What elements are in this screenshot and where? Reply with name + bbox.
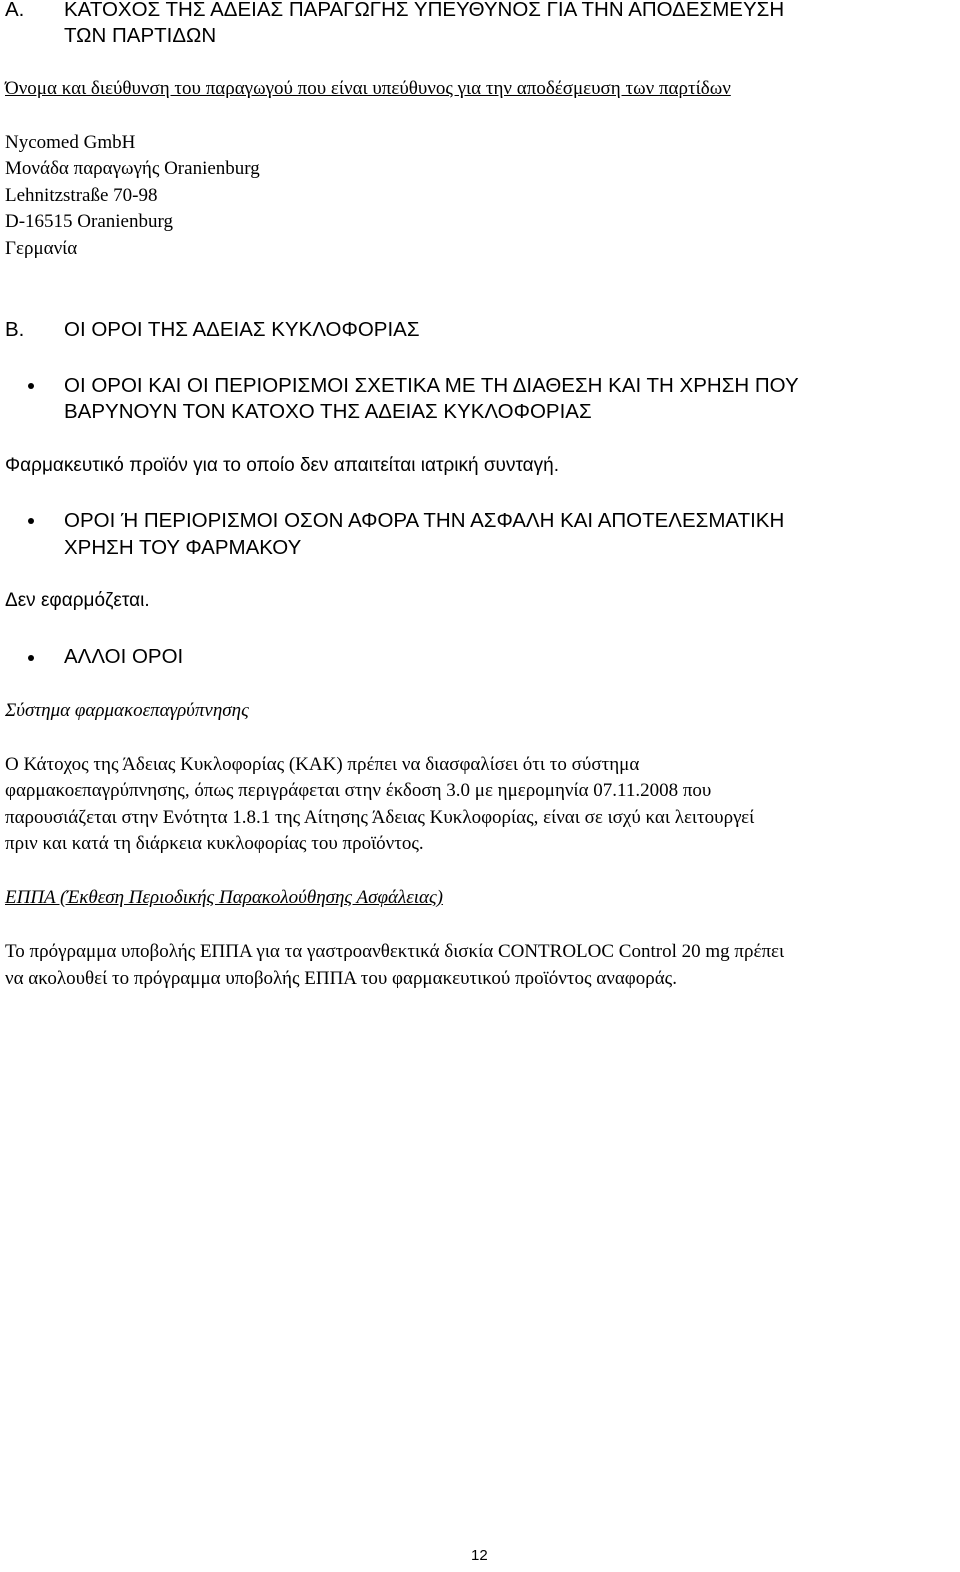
bullet2-title-line1: ΟΡΟΙ Ή ΠΕΡΙΟΡΙΣΜΟΙ ΟΣΟΝ ΑΦΟΡΑ ΤΗΝ ΑΣΦΑΛΗ ΚΑΙ ΑΠΟΤΕΛΕΣΜΑΤΙΚΗ (64, 509, 785, 532)
bullet1-title-line1: ΟΙ ΟΡΟΙ ΚΑΙ ΟΙ ΠΕΡΙΟΡΙΣΜΟΙ ΣΧΕΤΙΚΑ ΜΕ ΤΗ ΔΙΑΘΕΣΗ ΚΑΙ ΤΗ ΧΡΗΣΗ ΠΟΥ (64, 374, 799, 397)
section-a-letter: Α. (5, 0, 25, 21)
bullet3-title: ΑΛΛΟΙ ΟΡΟΙ (64, 645, 184, 668)
address-line: D-16515 Oranienburg (5, 211, 173, 232)
address-line: Μονάδα παραγωγής Oranienburg (5, 158, 260, 179)
bullet2-title-line2: ΧΡΗΣΗ ΤΟΥ ΦΑΡΜΑΚΟΥ (64, 536, 302, 559)
pharmacovigilance-heading: Σύστημα φαρμακοεπαγρύπνησης (5, 700, 249, 721)
address-line: Lehnitzstraße 70-98 (5, 185, 158, 206)
page-number: 12 (471, 1547, 488, 1564)
paragraph-line: Το πρόγραμμα υποβολής ΕΠΠΑ για τα γαστροανθεκτικά δισκία CONTROLOC Control 20 mg πρέπει (5, 941, 785, 962)
bullet-point-icon (28, 383, 34, 389)
address-line: Γερμανία (5, 238, 78, 259)
paragraph-line: να ακολουθεί το πρόγραμμα υποβολής ΕΠΠΑ του φαρμακευτικού προϊόντος αναφοράς. (5, 968, 677, 989)
bullet1-title-line2: ΒΑΡΥΝΟΥΝ ΤΟΝ ΚΑΤΟΧΟ ΤΗΣ ΑΔΕΙΑΣ ΚΥΚΛΟΦΟΡΙΑΣ (64, 400, 592, 423)
bullet2-text: Δεν εφαρμόζεται. (5, 590, 150, 611)
psur-heading: ΕΠΠΑ (Έκθεση Περιοδικής Παρακολούθησης Ασφάλειας) (5, 887, 443, 908)
bullet-point-icon (28, 518, 34, 524)
section-a-title-line2: ΤΩΝ ΠΑΡΤΙΔΩΝ (64, 24, 217, 47)
manufacturer-intro: Όνομα και διεύθυνση του παραγωγού που είναι υπεύθυνος για την αποδέσμευση των παρτίδων (5, 78, 731, 99)
paragraph-line: φαρμακοεπαγρύπνησης, όπως περιγράφεται στην έκδοση 3.0 με ημερομηνία 07.11.2008 που (5, 780, 712, 801)
section-a-title-line1: ΚΑΤΟΧΟΣ ΤΗΣ ΑΔΕΙΑΣ ΠΑΡΑΓΩΓΗΣ ΥΠΕΥΘΥΝΟΣ ΓΙΑ ΤΗΝ ΑΠΟΔΕΣΜΕΥΣΗ (64, 0, 785, 21)
paragraph-line: Ο Κάτοχος της Άδειας Κυκλοφορίας (ΚΑΚ) πρέπει να διασφαλίσει ότι το σύστημα (5, 754, 640, 775)
bullet1-text: Φαρμακευτικό προϊόν για το οποίο δεν απαιτείται ιατρική συνταγή. (5, 455, 560, 476)
section-b-title: ΟΙ ΟΡΟΙ ΤΗΣ ΑΔΕΙΑΣ ΚΥΚΛΟΦΟΡΙΑΣ (64, 318, 420, 341)
section-b-letter: Β. (5, 318, 25, 341)
bullet-point-icon (28, 655, 34, 661)
address-line: Nycomed GmbH (5, 132, 136, 153)
paragraph-line: παρουσιάζεται στην Ενότητα 1.8.1 της Αίτησης Άδειας Κυκλοφορίας, είναι σε ισχύ και λειτουργεί (5, 807, 755, 828)
paragraph-line: πριν και κατά τη διάρκεια κυκλοφορίας του προϊόντος. (5, 833, 424, 854)
